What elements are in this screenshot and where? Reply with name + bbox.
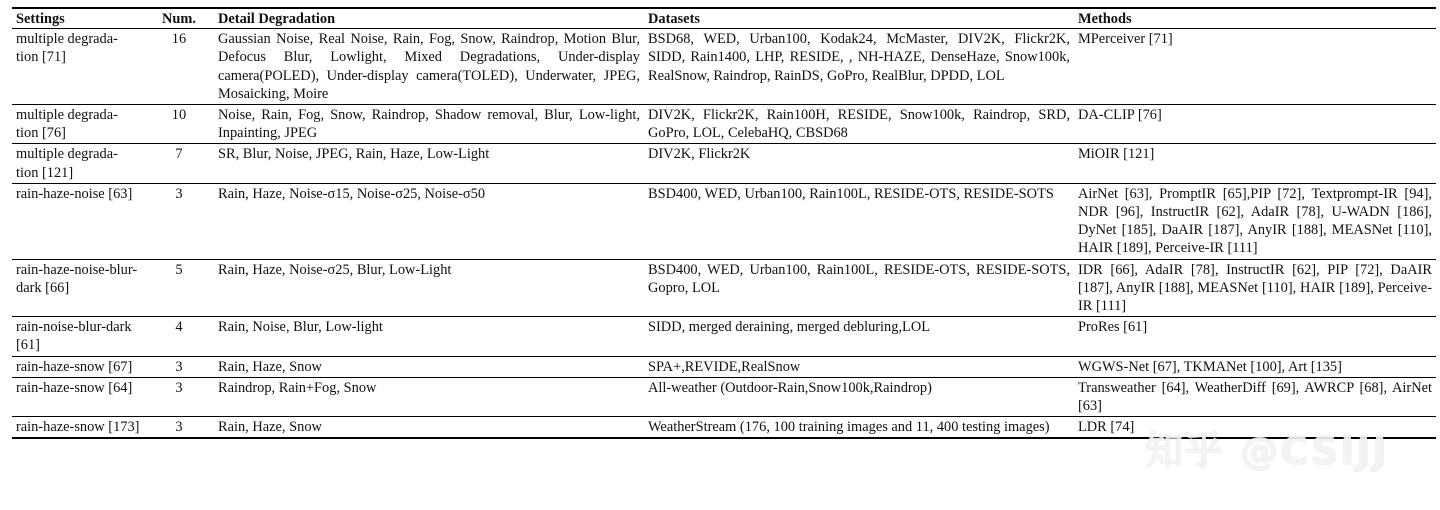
cell-settings: rain-haze-noise-blur-dark [66]	[16, 261, 138, 296]
cell-num: 3	[175, 379, 183, 396]
watermark: 知乎 @CSIJJ	[1145, 429, 1389, 473]
cell-datasets: BSD400, WED, Urban100, Rain100L, RESIDE-OTS, RESIDE-SOTS	[648, 185, 1054, 202]
header-settings: Settings	[16, 11, 65, 27]
cell-detail: Rain, Noise, Blur, Low-light	[218, 319, 383, 336]
cell-datasets: SIDD, merged deraining, merged debluring,LOL	[648, 319, 931, 336]
cell-detail: Noise, Rain, Fog, Snow, Raindrop, Shadow removal, Blur, Low-light, Inpainting, JPEG	[218, 107, 640, 142]
cell-datasets: DIV2K, Flickr2K	[648, 146, 751, 163]
cell-settings: rain-haze-snow [64]	[16, 379, 133, 396]
cell-methods: MiOIR [121]	[1078, 146, 1155, 163]
cell-methods: Transweather [64], WeatherDiff [69], AWRCP [68], AirNet [63]	[1078, 379, 1432, 415]
cell-detail: Raindrop, Rain+Fog, Snow	[218, 379, 377, 396]
degradation-settings-table	[12, 7, 1436, 439]
cell-settings: rain-haze-snow [173]	[16, 419, 140, 436]
cell-settings: rain-haze-snow [67]	[16, 358, 133, 375]
cell-num: 3	[175, 185, 183, 202]
table-row	[12, 183, 1436, 259]
cell-num: 3	[175, 419, 183, 436]
cell-detail: Rain, Haze, Snow	[218, 419, 322, 436]
cell-methods: AirNet [63], PromptIR [65],PIP [72], Textprompt-IR [94], NDR [96], InstructIR [62], AdaIR [78], U-WADN [186], DyNet [185], DaAIR [187], AnyIR [188], MEASNet [110], HAIR [189], Perceive-IR [111]	[1078, 185, 1432, 257]
table-container	[12, 7, 1436, 439]
cell-datasets: BSD400, WED, Urban100, Rain100L, RESIDE-OTS, RESIDE-SOTS, Gopro, LOL	[648, 261, 1070, 296]
table-row	[12, 377, 1436, 416]
table-header-row	[12, 8, 1436, 29]
cell-methods: DA-CLIP [76]	[1078, 107, 1162, 124]
cell-datasets: All-weather (Outdoor-Rain,Snow100k,Raindrop)	[648, 379, 932, 396]
table-row	[12, 317, 1436, 356]
header-detail-degradation: Detail Degradation	[218, 11, 336, 27]
cell-num: 10	[171, 107, 187, 124]
cell-methods: LDR [74]	[1078, 419, 1135, 436]
header-datasets: Datasets	[648, 11, 700, 27]
table-row	[12, 259, 1436, 317]
cell-datasets: SPA+,REVIDE,RealSnow	[648, 358, 801, 375]
cell-methods: IDR [66], AdaIR [78], InstructIR [62], PIP [72], DaAIR [187], AnyIR [188], MEASNet [110], HAIR [189], Perceive-IR [111]	[1078, 261, 1432, 315]
cell-detail: Gaussian Noise, Real Noise, Rain, Fog, Snow, Raindrop, Motion Blur, Defocus Blur, Lowlight, Mixed Degradations, Under-display camera(POLED), Under-display camera(TOLED), Underwater, JPEG, Mosaicking, Moire	[218, 31, 640, 102]
cell-settings: multiple degrada-tion [121]	[16, 146, 118, 181]
cell-settings: multiple degrada-tion [71]	[16, 31, 118, 66]
cell-settings: multiple degrada-tion [76]	[16, 107, 118, 142]
cell-num: 16	[171, 31, 187, 48]
cell-datasets: WeatherStream (176, 100 training images and 11, 400 testing images)	[648, 419, 1050, 436]
cell-settings: rain-haze-noise [63]	[16, 185, 133, 202]
table-row	[12, 144, 1436, 183]
cell-detail: Rain, Haze, Snow	[218, 358, 322, 375]
cell-detail: SR, Blur, Noise, JPEG, Rain, Haze, Low-Light	[218, 146, 490, 163]
table-row	[12, 29, 1436, 105]
header-methods: Methods	[1078, 11, 1132, 27]
cell-methods: WGWS-Net [67], TKMANet [100], Art [135]	[1078, 358, 1342, 375]
cell-detail: Rain, Haze, Noise-σ15, Noise-σ25, Noise-σ50	[218, 185, 486, 202]
table-row	[12, 417, 1436, 439]
cell-num: 4	[175, 319, 183, 336]
header-num: Num.	[162, 11, 196, 27]
cell-methods: ProRes [61]	[1078, 319, 1148, 336]
cell-num: 7	[175, 146, 183, 163]
cell-methods: MPerceiver [71]	[1078, 31, 1173, 48]
cell-num: 5	[175, 261, 183, 278]
cell-datasets: DIV2K, Flickr2K, Rain100H, RESIDE, Snow100k, Raindrop, SRD, GoPro, LOL, CelebaHQ, CBSD68	[648, 107, 1070, 142]
cell-detail: Rain, Haze, Noise-σ25, Blur, Low-Light	[218, 261, 452, 278]
table-row	[12, 356, 1436, 377]
cell-num: 3	[175, 358, 183, 375]
cell-settings: rain-noise-blur-dark [61]	[16, 319, 132, 354]
table-row	[12, 105, 1436, 144]
cell-datasets: BSD68, WED, Urban100, Kodak24, McMaster, DIV2K, Flickr2K, SIDD, Rain1400, LHP, RESIDE, , NH-HAZE, DenseHaze, Snow100k, RealSnow, Raindrop, RainDS, GoPro, RealBlur, DPDD, LOL	[648, 31, 1070, 84]
